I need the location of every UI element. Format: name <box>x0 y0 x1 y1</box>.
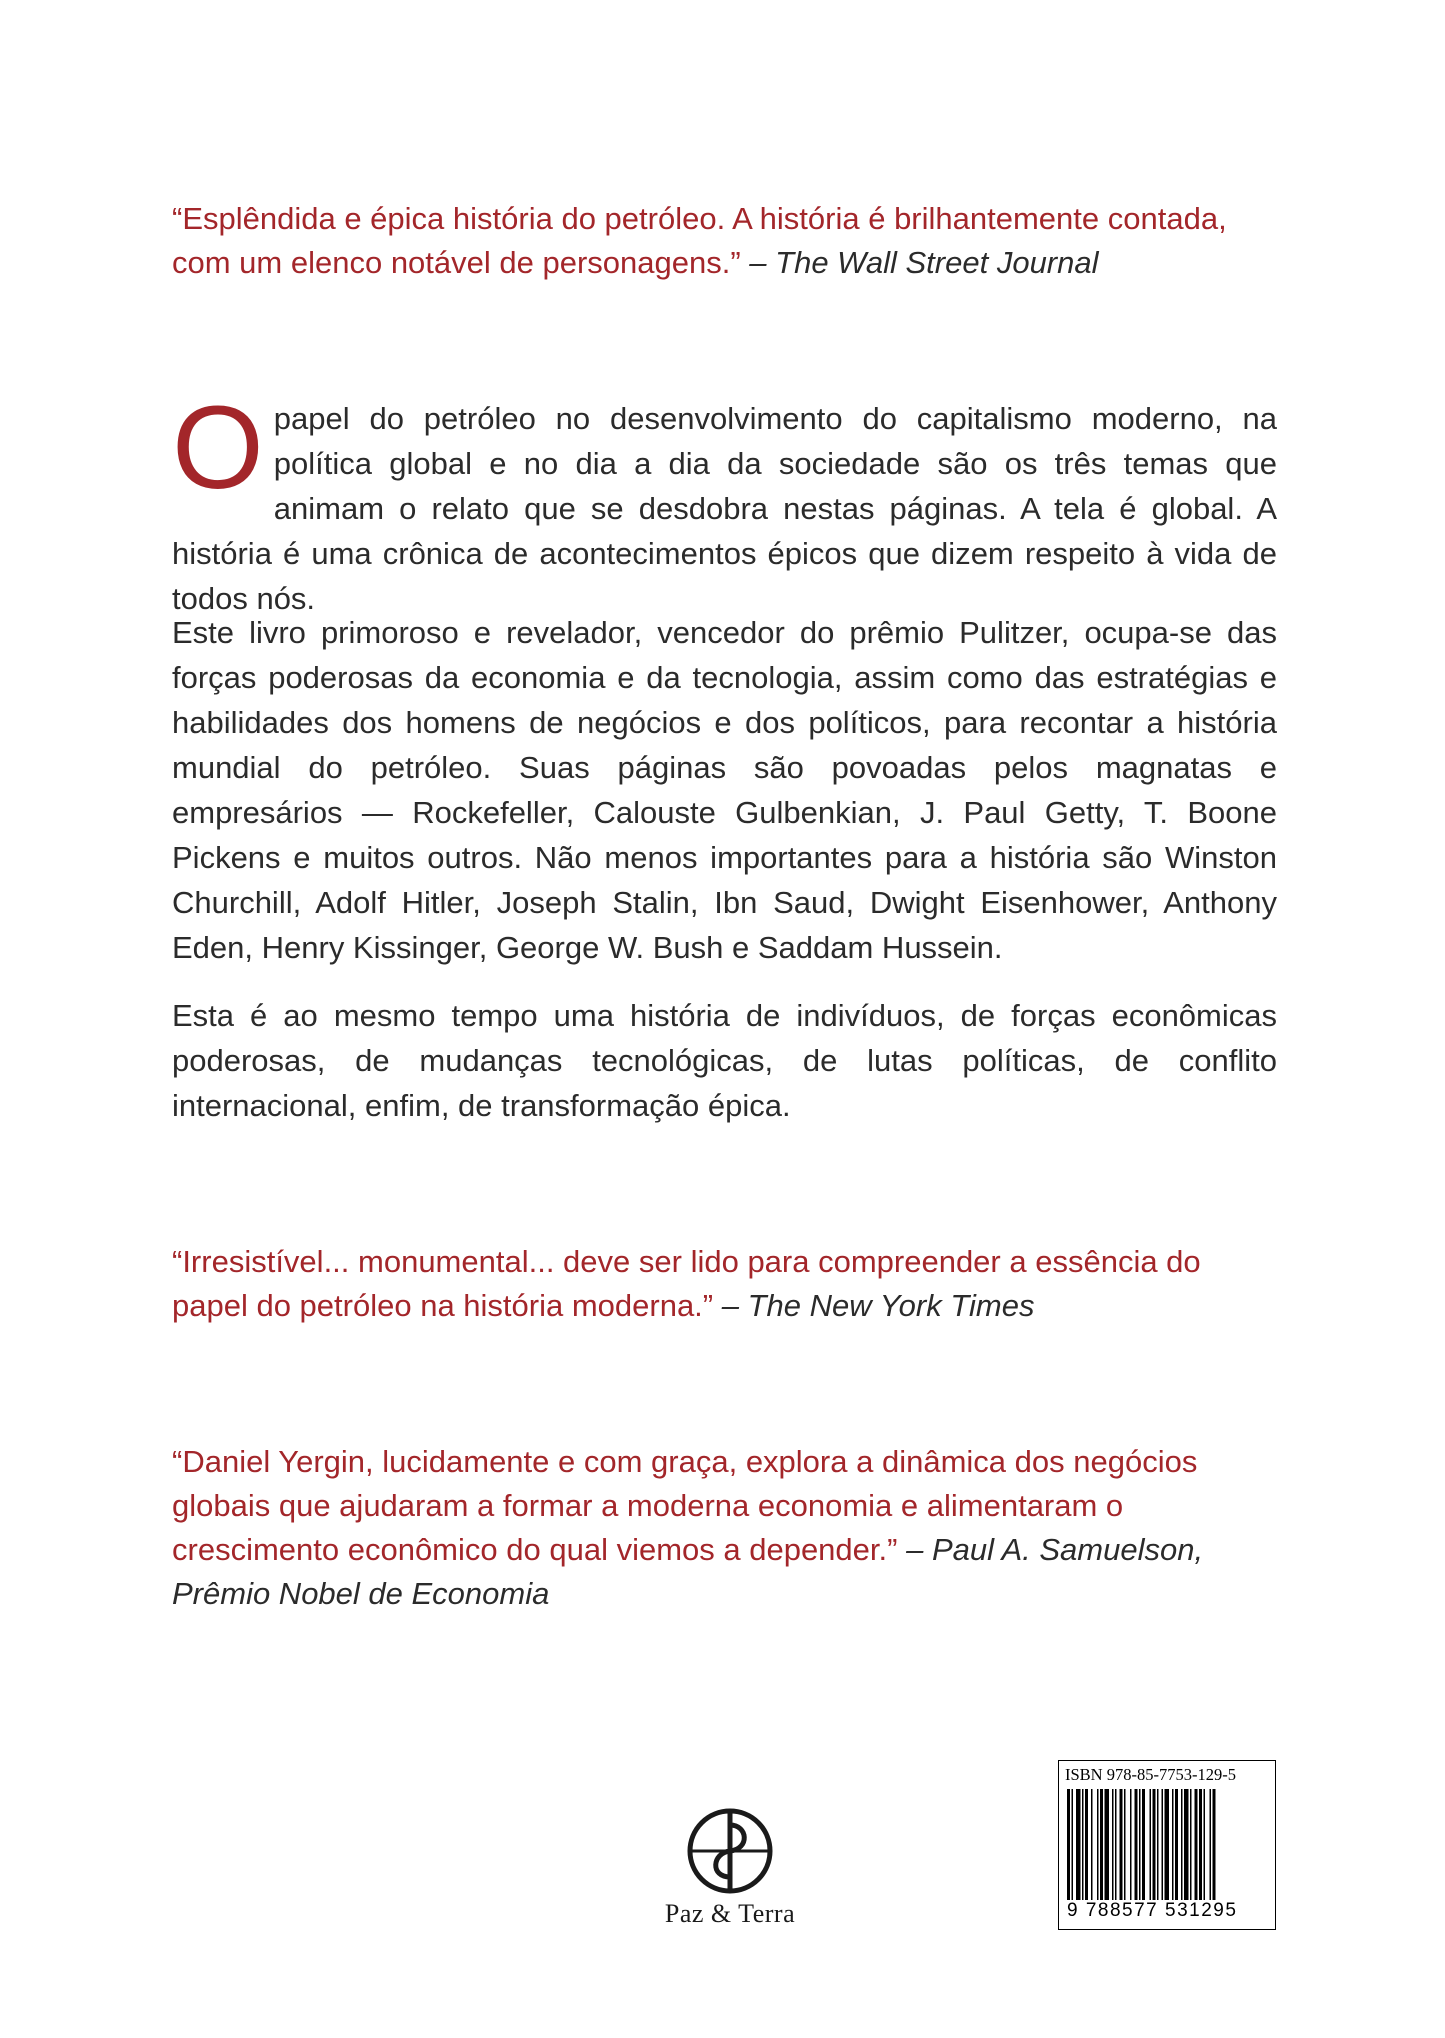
barcode-bar <box>1124 1789 1126 1907</box>
barcode-bar <box>1199 1789 1202 1907</box>
barcode-bar <box>1135 1789 1138 1907</box>
publisher-name: Paz & Terra <box>664 1899 796 1928</box>
barcode-bar <box>1195 1789 1198 1907</box>
barcode-bar <box>1190 1789 1192 1907</box>
barcode-bar <box>1150 1789 1152 1907</box>
publisher-emblem-icon <box>686 1807 774 1895</box>
barcode-bar <box>1091 1789 1093 1907</box>
barcode-digits: 9 788577 531295 <box>1067 1900 1238 1921</box>
barcode-bar <box>1165 1789 1170 1907</box>
barcode-bar <box>1175 1789 1178 1907</box>
quote-new-york-times <box>172 1240 1277 1328</box>
body-paragraph: Este livro primoroso e revelador, vencedor do prêmio Pulitzer, ocupa-se das forças poderosas da economia e da tecnologia, assim como das estratégias e habilidades dos homens de negócios e dos políticos, para recontar a história mundial do petróleo. Suas páginas são povoadas pelos magnatas e empresários — Rockefeller, Calouste Gulbenkian, J. Paul Getty, T. Boone Pickens e muitos outros. Não menos importantes para a história são Winston Churchill, Adolf Hitler, Joseph Stalin, Ibn Saud, Dwight Eisenhower, Anthony Eden, Henry Kissinger, George W. Bush e Saddam Hussein. <box>172 615 1277 965</box>
quote-wall-street-journal <box>172 197 1277 285</box>
drop-cap: O <box>172 382 264 514</box>
intro-text: papel do petróleo no desenvolvimento do capitalismo moderno, na política global e no dia a dia da sociedade são os três temas que animam o relato que se desdobra nestas páginas. A tela é global. A história é uma crônica de acontecimentos épicos que dizem respeito à vida de todos nós. <box>172 401 1277 616</box>
barcode-bar <box>1139 1789 1141 1907</box>
barcode-bar <box>1082 1789 1084 1907</box>
barcode-bar <box>1097 1789 1099 1907</box>
barcode-bar <box>1100 1789 1103 1907</box>
barcode-bar <box>1105 1789 1110 1907</box>
barcode-bar <box>1115 1789 1117 1907</box>
intro-paragraph <box>172 382 1277 621</box>
barcode-bar <box>1172 1789 1174 1907</box>
barcode-bar <box>1162 1789 1164 1907</box>
barcode-bar <box>1213 1789 1216 1907</box>
barcode-bar <box>1120 1789 1123 1907</box>
publisher-logo <box>645 1807 815 1929</box>
barcode-bars <box>1067 1789 1269 1907</box>
quote-source: – Paul A. Samuelson, Prêmio Nobel de Economia <box>172 1532 1204 1611</box>
barcode-bar <box>1181 1789 1183 1907</box>
barcode-bar <box>1067 1789 1070 1907</box>
barcode-bar <box>1085 1789 1088 1907</box>
quote-text: “Daniel Yergin, lucidamente e com graça, explora a dinâmica dos negócios globais que ajudaram a formar a moderna economia e alimentaram o crescimento econômico do qual viemos a depender.” <box>172 1444 1198 1567</box>
barcode-bar <box>1142 1789 1145 1907</box>
quote-source: – The Wall Street Journal <box>749 245 1099 280</box>
barcode-bar <box>1153 1789 1156 1907</box>
barcode-bar <box>1157 1789 1159 1907</box>
barcode-bar <box>1072 1789 1074 1907</box>
isbn-label: ISBN 978-85-7753-129-5 <box>1065 1765 1236 1784</box>
quote-text: “Irresistível... monumental... deve ser lido para compreender a essência do papel do petróleo na história moderna.” <box>172 1244 1201 1323</box>
isbn-barcode <box>1058 1760 1276 1930</box>
barcode-bar <box>1210 1789 1212 1907</box>
body-paragraph: Esta é ao mesmo tempo uma história de indivíduos, de forças econômicas poderosas, de mudanças tecnológicas, de lutas políticas, de conflito internacional, enfim, de transformação épica. <box>172 998 1277 1123</box>
quote-text: “Esplêndida e épica história do petróleo. A história é brilhantemente contada, com um elenco notável de personagens.” <box>172 201 1227 280</box>
barcode-bar <box>1112 1789 1114 1907</box>
barcode-bar <box>1076 1789 1081 1907</box>
barcode-bar <box>1130 1789 1132 1907</box>
barcode-bar <box>1184 1789 1189 1907</box>
quote-samuelson <box>172 1440 1277 1616</box>
barcode-bar <box>1204 1789 1206 1907</box>
quote-source: – The New York Times <box>721 1288 1035 1323</box>
